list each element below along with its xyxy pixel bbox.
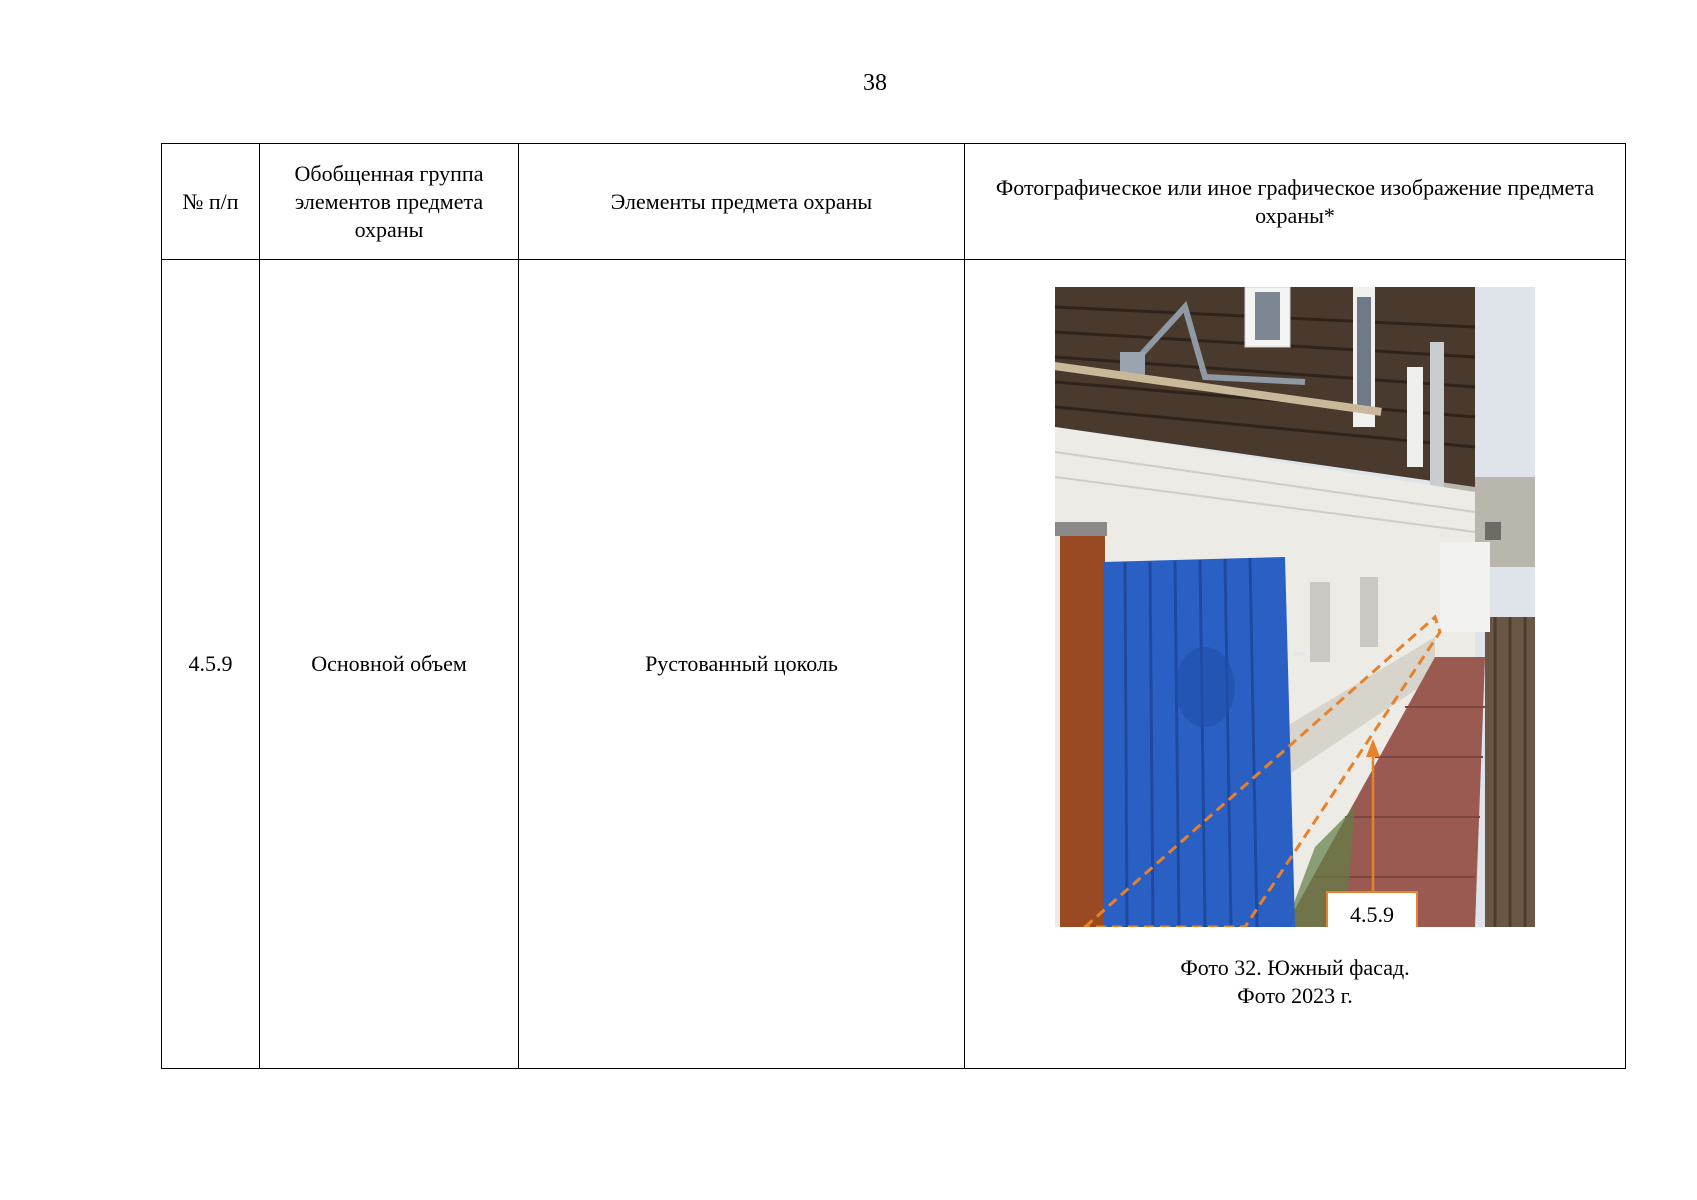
- photo-caption: [973, 954, 1617, 1010]
- page-number: 38: [863, 70, 887, 96]
- table-row: [162, 260, 1626, 1069]
- protection-table: [161, 143, 1626, 1069]
- annotation-label: 4.5.9: [1350, 902, 1394, 927]
- facade-photo: [1055, 287, 1535, 927]
- header-image: Фотографическое или иное графическое изображение предмета охраны*: [965, 144, 1626, 260]
- header-number: № п/п: [162, 144, 260, 260]
- table-header-row: [162, 144, 1626, 260]
- cell-element: Рустованный цоколь: [519, 260, 965, 1069]
- header-group: Обобщенная группа элементов предмета охраны: [260, 144, 519, 260]
- cell-group: Основной объем: [260, 260, 519, 1069]
- header-elements: Элементы предмета охраны: [519, 144, 965, 260]
- cell-photo: [965, 260, 1626, 1069]
- cell-number: 4.5.9: [162, 260, 260, 1069]
- caption-line-2: Фото 2023 г.: [1237, 983, 1353, 1008]
- caption-line-1: Фото 32. Южный фасад.: [1180, 955, 1410, 980]
